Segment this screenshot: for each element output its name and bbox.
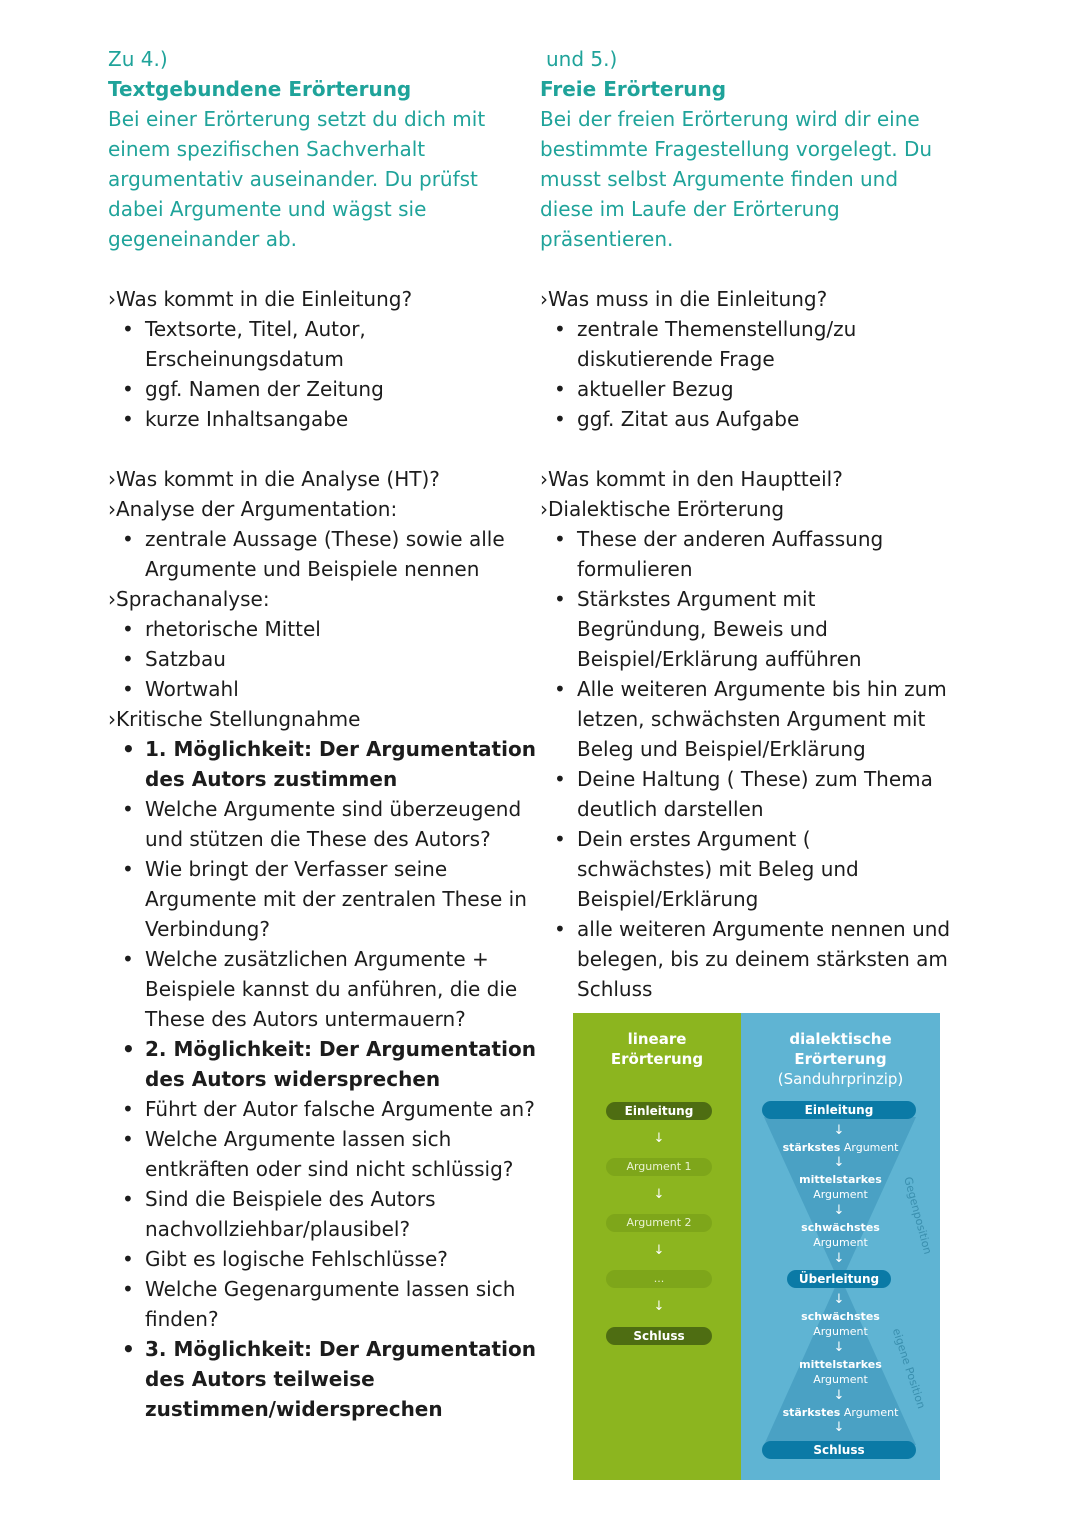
left-argumentation-list [108, 524, 548, 584]
right-title: Freie Erörterung [540, 77, 727, 101]
list-item: • Welche zusätzlichen Argumente + Beispiele kannst du anführen, die die These des Autors untermauern? [145, 944, 548, 1034]
right-intro [540, 104, 980, 254]
left-einleitung-list [108, 314, 548, 434]
dialectic-title-line: Erörterung [794, 1050, 887, 1068]
list-item: • Wie bringt der Verfasser seine Argumente mit der zentralen These in Verbindung? [145, 854, 548, 944]
left-einleitung-question: ›Was kommt in die Einleitung? [108, 287, 413, 311]
list-item: • Welche Argumente sind überzeugend und stützen die These des Autors? [145, 794, 548, 854]
arrow-down-icon: ↓ [653, 1131, 665, 1146]
side-label-gegenposition: Gegenposition [901, 1175, 935, 1256]
dialectic-panel [741, 1013, 940, 1480]
left-kritik-list [108, 734, 548, 1424]
right-ref: und 5.) [546, 47, 618, 71]
linear-title-line: Erörterung [610, 1050, 704, 1068]
linear-title-line: lineare [627, 1030, 687, 1048]
right-dialektik-label: ›Dialektische Erörterung [540, 497, 785, 521]
right-hauptteil-question: ›Was kommt in den Hauptteil? [540, 467, 843, 491]
dialectic-title [741, 1029, 940, 1089]
dialectic-subtitle: (Sanduhrprinzip) [777, 1070, 904, 1088]
arrow-down-icon: ↓ [653, 1299, 665, 1314]
linear-dots-pill: ... [606, 1270, 712, 1288]
arrow-down-icon: ↓ [833, 1340, 845, 1355]
left-intro-line: gegeneinander ab. [108, 227, 298, 251]
arrow-down-icon: ↓ [833, 1155, 845, 1170]
left-sprach-label: ›Sprachanalyse: [108, 587, 270, 611]
list-item: • aktueller Bezug [577, 374, 980, 404]
list-item: • Wortwahl [145, 674, 548, 704]
left-intro [108, 104, 548, 254]
list-item: • rhetorische Mittel [145, 614, 548, 644]
list-item: • Gibt es logische Fehlschlüsse? [145, 1244, 548, 1274]
list-item: • kurze Inhaltsangabe [145, 404, 548, 434]
left-argumentation-label: ›Analyse der Argumentation: [108, 497, 398, 521]
linear-argument2-pill: Argument 2 [606, 1214, 712, 1232]
list-item: • Satzbau [145, 644, 548, 674]
side-label-eigene-position: eigene Position [889, 1326, 928, 1411]
dialectic-title-line: dialektische [789, 1030, 892, 1048]
right-dialektik-list [540, 524, 980, 1004]
linear-einleitung-pill: Einleitung [606, 1102, 712, 1120]
right-intro-line: diese im Laufe der Erörterung [540, 197, 840, 221]
left-intro-line: dabei Argumente und wägst sie [108, 197, 427, 221]
right-einleitung-list [540, 314, 980, 434]
list-item: • Welche Gegenargumente lassen sich finden? [145, 1274, 548, 1334]
list-item: • These der anderen Auffassung formulieren [577, 524, 980, 584]
list-item: • 1. Möglichkeit: Der Argumentation des Autors zustimmen [145, 734, 548, 794]
arrow-down-icon: ↓ [833, 1123, 845, 1138]
list-item: • Stärkstes Argument mit Begründung, Beweis und Beispiel/Erklärung aufführen [577, 584, 980, 674]
list-item: • Dein erstes Argument ( schwächstes) mit Beleg und Beispiel/Erklärung [577, 824, 980, 914]
linear-title [573, 1029, 741, 1069]
list-item: • Deine Haltung ( These) zum Thema deutlich darstellen [577, 764, 980, 824]
arrow-down-icon: ↓ [653, 1243, 665, 1258]
linear-argument1-pill: Argument 1 [606, 1158, 712, 1176]
arrow-down-icon: ↓ [653, 1187, 665, 1202]
right-intro-line: bestimmte Fragestellung vorgelegt. Du [540, 137, 933, 161]
right-einleitung-question: ›Was muss in die Einleitung? [540, 287, 828, 311]
dialectic-mittelstarkes-bottom: mittelstarkes Argument [799, 1358, 882, 1386]
list-item: • alle weiteren Argumente nennen und belegen, bis zu deinem stärksten am Schluss [577, 914, 980, 1004]
arrow-down-icon: ↓ [833, 1420, 845, 1435]
left-kritik-label: ›Kritische Stellungnahme [108, 707, 361, 731]
list-item: • Textsorte, Titel, Autor, Erscheinungsdatum [145, 314, 548, 374]
list-item: • 2. Möglichkeit: Der Argumentation des Autors widersprechen [145, 1034, 548, 1094]
left-ref: Zu 4.) [108, 47, 168, 71]
list-item: • Sind die Beispiele des Autors nachvollziehbar/plausibel? [145, 1184, 548, 1244]
dialectic-ueberleitung-pill: Überleitung [787, 1270, 891, 1288]
right-intro-line: musst selbst Argumente finden und [540, 167, 899, 191]
dialectic-einleitung-pill: Einleitung [762, 1101, 916, 1119]
list-item: • 3. Möglichkeit: Der Argumentation des Autors teilweise zustimmen/widersprechen [145, 1334, 548, 1424]
right-intro-line: Bei der freien Erörterung wird dir eine [540, 107, 920, 131]
linear-panel [573, 1013, 741, 1480]
dialectic-staerkstes-top: stärkstes Argument [782, 1141, 899, 1154]
left-column [108, 44, 548, 1424]
eroerterung-diagram [573, 1013, 940, 1480]
list-item: • Welche Argumente lassen sich entkräften oder sind nicht schlüssig? [145, 1124, 548, 1184]
linear-schluss-pill: Schluss [606, 1327, 712, 1345]
left-title: Textgebundene Erörterung [108, 77, 412, 101]
arrow-down-icon: ↓ [833, 1251, 845, 1266]
arrow-down-icon: ↓ [833, 1292, 845, 1307]
left-intro-line: argumentativ auseinander. Du prüfst [108, 167, 478, 191]
dialectic-schwaechstes-bottom: schwächstes Argument [801, 1310, 880, 1338]
dialectic-schluss-pill: Schluss [762, 1441, 916, 1459]
list-item: • Alle weiteren Argumente bis hin zum letzen, schwächsten Argument mit Beleg und Beispiel/Erklärung [577, 674, 980, 764]
right-column [540, 44, 980, 1004]
list-item: • ggf. Zitat aus Aufgabe [577, 404, 980, 434]
left-intro-line: einem spezifischen Sachverhalt [108, 137, 426, 161]
dialectic-staerkstes-bottom: stärkstes Argument [782, 1406, 899, 1419]
dialectic-schwaechstes-top: schwächstes Argument [801, 1221, 880, 1249]
right-intro-line: präsentieren. [540, 227, 674, 251]
left-intro-line: Bei einer Erörterung setzt du dich mit [108, 107, 486, 131]
left-sprach-list [108, 614, 548, 704]
left-analyse-question: ›Was kommt in die Analyse (HT)? [108, 467, 440, 491]
list-item: • zentrale Aussage (These) sowie alle Argumente und Beispiele nennen [145, 524, 548, 584]
list-item: • Führt der Autor falsche Argumente an? [145, 1094, 548, 1124]
list-item: • ggf. Namen der Zeitung [145, 374, 548, 404]
arrow-down-icon: ↓ [833, 1388, 845, 1403]
list-item: • zentrale Themenstellung/zu diskutierende Frage [577, 314, 980, 374]
dialectic-mittelstarkes-top: mittelstarkes Argument [799, 1173, 882, 1201]
arrow-down-icon: ↓ [833, 1203, 845, 1218]
